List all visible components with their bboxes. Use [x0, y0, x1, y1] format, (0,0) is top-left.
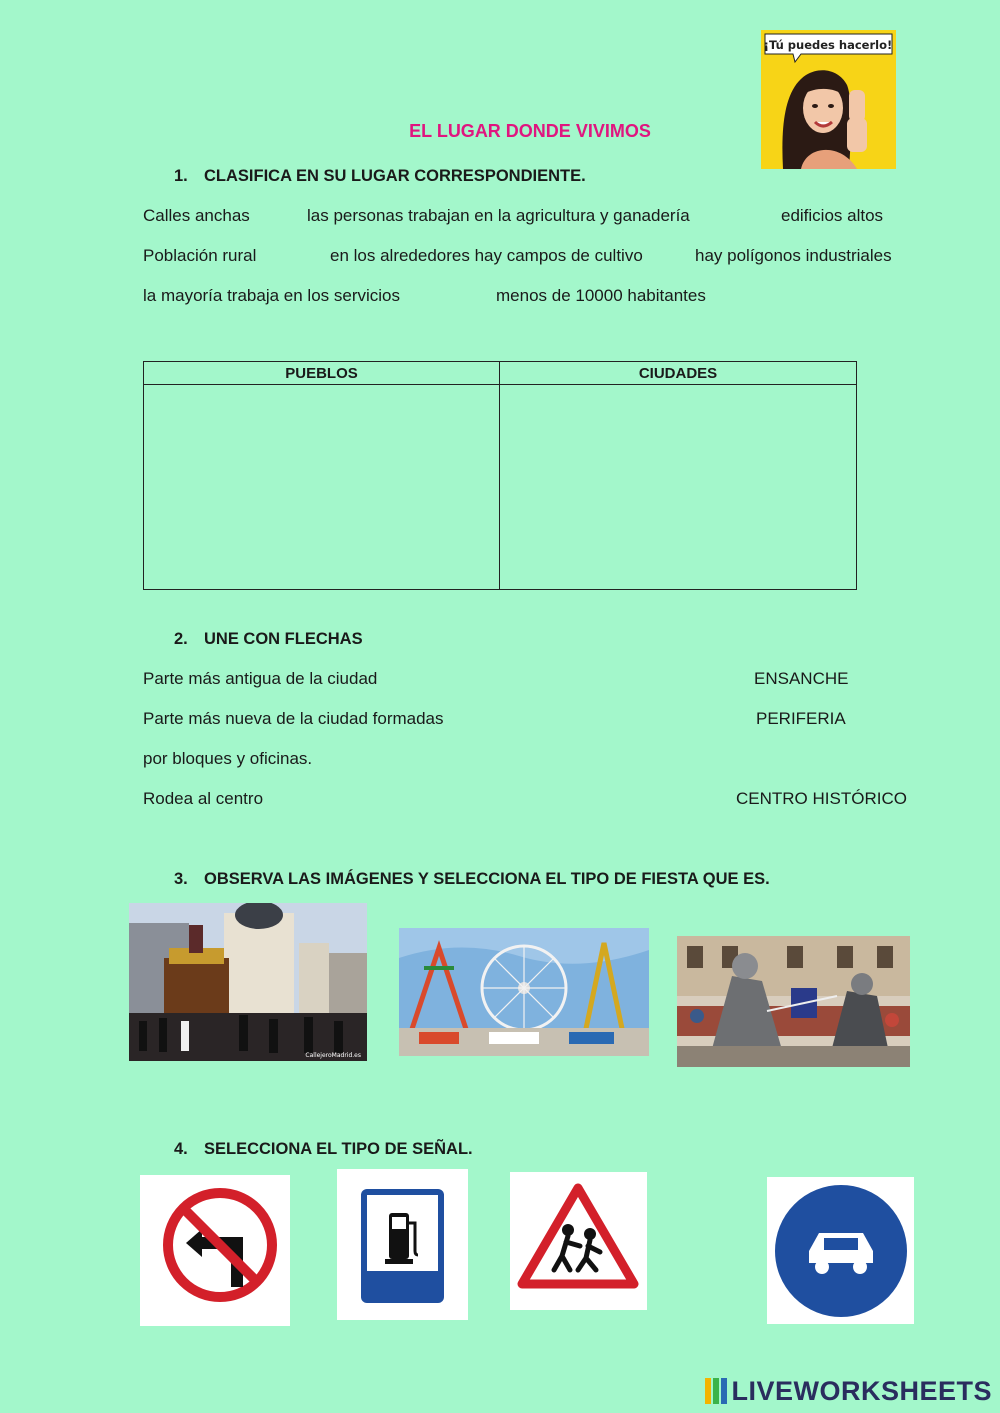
photo-medieval [677, 936, 910, 1067]
section1-number: 1. [174, 167, 188, 185]
section3-heading [174, 870, 770, 889]
brand-logo [705, 1376, 992, 1407]
section4-heading [174, 1140, 473, 1159]
section3-number: 3. [174, 870, 188, 888]
match-right-item[interactable]: PERIFERIA [756, 709, 846, 728]
phrase-item[interactable]: las personas trabajan en la agricultura y ganadería [307, 206, 690, 225]
match-left-item-continued: por bloques y oficinas. [143, 749, 313, 768]
section3-heading-text: OBSERVA LAS IMÁGENES Y SELECCIONA EL TIPO DE FIESTA QUE ES. [204, 870, 770, 888]
photo-caption: CallejeroMadrid.es [305, 1052, 361, 1059]
section4-heading-text: SELECCIONA EL TIPO DE SEÑAL. [204, 1140, 473, 1158]
phrase-item[interactable]: en los alrededores hay campos de cultivo [330, 246, 643, 265]
badge-text: ¡Tú puedes hacerlo! [763, 38, 893, 52]
section1-heading-text: CLASIFICA EN SU LUGAR CORRESPONDIENTE. [204, 167, 586, 185]
avatar-badge [761, 30, 896, 169]
column-header-pueblos: PUEBLOS [144, 362, 500, 385]
match-right-item[interactable]: ENSANCHE [754, 669, 849, 688]
phrase-item[interactable]: Calles anchas [143, 206, 250, 225]
phrase-item[interactable]: Población rural [143, 246, 257, 265]
match-left-item[interactable]: Rodea al centro [143, 789, 264, 808]
section1-heading [174, 167, 586, 186]
match-right-item[interactable]: CENTRO HISTÓRICO [736, 789, 907, 808]
phrase-item[interactable]: edificios altos [781, 206, 884, 225]
page-title: EL LUGAR DONDE VIVIMOS [409, 121, 651, 141]
classification-table [143, 361, 857, 590]
photo-fair [399, 928, 649, 1056]
brand-logo-text: LIVEWORKSHEETS [731, 1376, 992, 1406]
section2-number: 2. [174, 630, 188, 648]
section4-number: 4. [174, 1140, 188, 1158]
avatar-illustration [761, 30, 896, 169]
match-left-item[interactable]: Parte más nueva de la ciudad formadas [143, 709, 444, 728]
section2-heading [174, 630, 363, 649]
cars-only-sign-icon [767, 1177, 914, 1324]
column-header-ciudades: CIUDADES [500, 362, 857, 385]
brand-logo-icon [705, 1378, 727, 1404]
drop-zone-pueblos[interactable] [144, 385, 500, 590]
no-left-turn-sign-icon [140, 1175, 290, 1326]
photo-procession [129, 903, 367, 1061]
section2-heading-text: UNE CON FLECHAS [204, 630, 363, 648]
drop-zone-ciudades[interactable] [500, 385, 857, 590]
phrase-item[interactable]: menos de 10000 habitantes [496, 286, 706, 305]
match-left-item[interactable]: Parte más antigua de la ciudad [143, 669, 378, 688]
phrase-item[interactable]: hay polígonos industriales [695, 246, 892, 265]
gas-station-sign-icon [337, 1169, 468, 1320]
phrase-item[interactable]: la mayoría trabaja en los servicios [143, 286, 401, 305]
children-crossing-sign-icon [510, 1172, 647, 1310]
